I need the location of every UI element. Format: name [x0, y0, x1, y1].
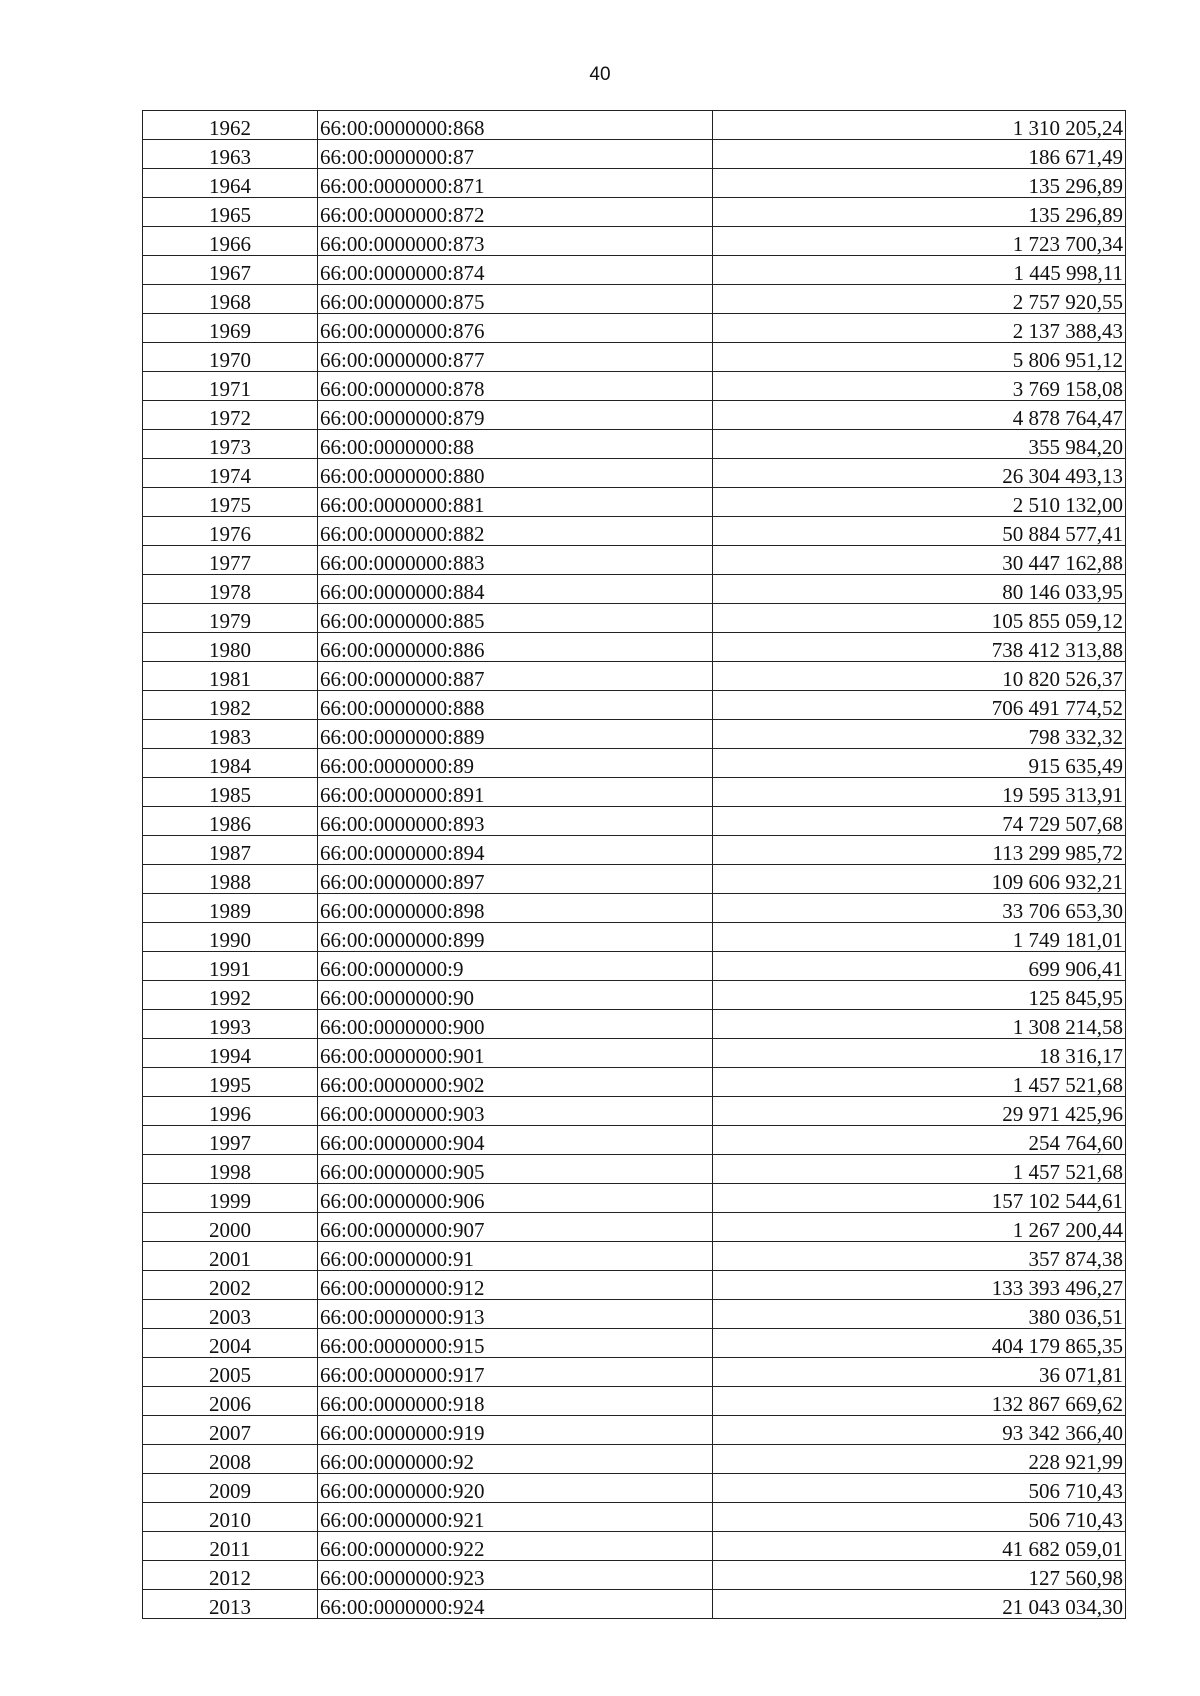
cadastral-value-cell: 36 071,81 [713, 1358, 1126, 1387]
row-number-cell: 1963 [143, 140, 318, 169]
table-row [143, 1416, 1126, 1445]
cadastral-number-cell: 66:00:0000000:917 [318, 1358, 713, 1387]
cadastral-value-cell: 1 445 998,11 [713, 256, 1126, 285]
table-row [143, 343, 1126, 372]
cadastral-value-cell: 30 447 162,88 [713, 546, 1126, 575]
cadastral-value-cell: 357 874,38 [713, 1242, 1126, 1271]
row-number-cell: 1985 [143, 778, 318, 807]
cadastral-number-cell: 66:00:0000000:881 [318, 488, 713, 517]
table-row [143, 1213, 1126, 1242]
cadastral-number-cell: 66:00:0000000:912 [318, 1271, 713, 1300]
table-row [143, 1184, 1126, 1213]
cadastral-number-cell: 66:00:0000000:91 [318, 1242, 713, 1271]
cadastral-value-cell: 125 845,95 [713, 981, 1126, 1010]
row-number-cell: 1965 [143, 198, 318, 227]
table-body [143, 111, 1126, 1619]
cadastral-value-cell: 506 710,43 [713, 1503, 1126, 1532]
cadastral-number-cell: 66:00:0000000:891 [318, 778, 713, 807]
row-number-cell: 1997 [143, 1126, 318, 1155]
cadastral-value-cell: 798 332,32 [713, 720, 1126, 749]
table-row [143, 1126, 1126, 1155]
row-number-cell: 1975 [143, 488, 318, 517]
cadastral-number-cell: 66:00:0000000:874 [318, 256, 713, 285]
table-row [143, 430, 1126, 459]
row-number-cell: 1967 [143, 256, 318, 285]
cadastral-value-cell: 254 764,60 [713, 1126, 1126, 1155]
cadastral-value-cell: 135 296,89 [713, 169, 1126, 198]
cadastral-number-cell: 66:00:0000000:878 [318, 372, 713, 401]
page-number: 40 [589, 64, 611, 85]
cadastral-number-cell: 66:00:0000000:921 [318, 1503, 713, 1532]
row-number-cell: 1980 [143, 633, 318, 662]
cadastral-value-cell: 3 769 158,08 [713, 372, 1126, 401]
table-row [143, 1010, 1126, 1039]
row-number-cell: 1970 [143, 343, 318, 372]
row-number-cell: 1993 [143, 1010, 318, 1039]
table-row [143, 1300, 1126, 1329]
row-number-cell: 1990 [143, 923, 318, 952]
table-row [143, 517, 1126, 546]
table-row [143, 1329, 1126, 1358]
cadastral-value-cell: 2 510 132,00 [713, 488, 1126, 517]
cadastral-number-cell: 66:00:0000000:92 [318, 1445, 713, 1474]
cadastral-number-cell: 66:00:0000000:88 [318, 430, 713, 459]
cadastral-value-cell: 706 491 774,52 [713, 691, 1126, 720]
cadastral-number-cell: 66:00:0000000:900 [318, 1010, 713, 1039]
row-number-cell: 2008 [143, 1445, 318, 1474]
row-number-cell: 2002 [143, 1271, 318, 1300]
cadastral-number-cell: 66:00:0000000:904 [318, 1126, 713, 1155]
table-row [143, 807, 1126, 836]
cadastral-number-cell: 66:00:0000000:871 [318, 169, 713, 198]
table-row [143, 372, 1126, 401]
cadastral-value-cell: 109 606 932,21 [713, 865, 1126, 894]
table-row [143, 1358, 1126, 1387]
cadastral-number-cell: 66:00:0000000:915 [318, 1329, 713, 1358]
row-number-cell: 2011 [143, 1532, 318, 1561]
cadastral-value-cell: 506 710,43 [713, 1474, 1126, 1503]
table-row [143, 169, 1126, 198]
table-row [143, 1474, 1126, 1503]
row-number-cell: 1971 [143, 372, 318, 401]
cadastral-value-cell: 132 867 669,62 [713, 1387, 1126, 1416]
cadastral-value-cell: 4 878 764,47 [713, 401, 1126, 430]
cadastral-number-cell: 66:00:0000000:885 [318, 604, 713, 633]
cadastral-number-cell: 66:00:0000000:89 [318, 749, 713, 778]
row-number-cell: 2010 [143, 1503, 318, 1532]
table-row [143, 1155, 1126, 1184]
cadastral-value-cell: 26 304 493,13 [713, 459, 1126, 488]
cadastral-number-cell: 66:00:0000000:87 [318, 140, 713, 169]
cadastral-number-cell: 66:00:0000000:887 [318, 662, 713, 691]
row-number-cell: 2003 [143, 1300, 318, 1329]
cadastral-value-cell: 380 036,51 [713, 1300, 1126, 1329]
cadastral-value-cell: 135 296,89 [713, 198, 1126, 227]
table-row [143, 575, 1126, 604]
cadastral-number-cell: 66:00:0000000:922 [318, 1532, 713, 1561]
table-row [143, 1242, 1126, 1271]
cadastral-number-cell: 66:00:0000000:873 [318, 227, 713, 256]
cadastral-value-cell: 74 729 507,68 [713, 807, 1126, 836]
table-row [143, 1097, 1126, 1126]
table-row [143, 256, 1126, 285]
row-number-cell: 1995 [143, 1068, 318, 1097]
cadastral-value-cell: 699 906,41 [713, 952, 1126, 981]
cadastral-value-cell: 1 457 521,68 [713, 1068, 1126, 1097]
cadastral-number-cell: 66:00:0000000:906 [318, 1184, 713, 1213]
table-row [143, 401, 1126, 430]
cadastral-number-cell: 66:00:0000000:923 [318, 1561, 713, 1590]
table-row [143, 778, 1126, 807]
row-number-cell: 1964 [143, 169, 318, 198]
cadastral-value-table [142, 110, 1126, 1619]
cadastral-value-cell: 29 971 425,96 [713, 1097, 1126, 1126]
row-number-cell: 1968 [143, 285, 318, 314]
cadastral-number-cell: 66:00:0000000:876 [318, 314, 713, 343]
cadastral-value-cell: 404 179 865,35 [713, 1329, 1126, 1358]
cadastral-value-cell: 5 806 951,12 [713, 343, 1126, 372]
cadastral-number-cell: 66:00:0000000:9 [318, 952, 713, 981]
row-number-cell: 2000 [143, 1213, 318, 1242]
table-row [143, 691, 1126, 720]
cadastral-number-cell: 66:00:0000000:898 [318, 894, 713, 923]
cadastral-number-cell: 66:00:0000000:875 [318, 285, 713, 314]
cadastral-value-cell: 915 635,49 [713, 749, 1126, 778]
cadastral-number-cell: 66:00:0000000:882 [318, 517, 713, 546]
row-number-cell: 1982 [143, 691, 318, 720]
row-number-cell: 1974 [143, 459, 318, 488]
cadastral-value-cell: 10 820 526,37 [713, 662, 1126, 691]
cadastral-number-cell: 66:00:0000000:913 [318, 1300, 713, 1329]
cadastral-value-cell: 1 267 200,44 [713, 1213, 1126, 1242]
table-row [143, 604, 1126, 633]
table-row [143, 459, 1126, 488]
row-number-cell: 1988 [143, 865, 318, 894]
table-row [143, 227, 1126, 256]
cadastral-number-cell: 66:00:0000000:872 [318, 198, 713, 227]
cadastral-number-cell: 66:00:0000000:884 [318, 575, 713, 604]
row-number-cell: 1969 [143, 314, 318, 343]
cadastral-value-cell: 41 682 059,01 [713, 1532, 1126, 1561]
table-row [143, 1445, 1126, 1474]
cadastral-number-cell: 66:00:0000000:899 [318, 923, 713, 952]
table-row [143, 1561, 1126, 1590]
cadastral-number-cell: 66:00:0000000:902 [318, 1068, 713, 1097]
cadastral-number-cell: 66:00:0000000:893 [318, 807, 713, 836]
row-number-cell: 2009 [143, 1474, 318, 1503]
row-number-cell: 1966 [143, 227, 318, 256]
cadastral-number-cell: 66:00:0000000:886 [318, 633, 713, 662]
table-row [143, 981, 1126, 1010]
cadastral-number-cell: 66:00:0000000:920 [318, 1474, 713, 1503]
row-number-cell: 1977 [143, 546, 318, 575]
row-number-cell: 1987 [143, 836, 318, 865]
table-row [143, 314, 1126, 343]
cadastral-value-cell: 186 671,49 [713, 140, 1126, 169]
row-number-cell: 2005 [143, 1358, 318, 1387]
row-number-cell: 2006 [143, 1387, 318, 1416]
cadastral-value-cell: 127 560,98 [713, 1561, 1126, 1590]
row-number-cell: 1992 [143, 981, 318, 1010]
row-number-cell: 1973 [143, 430, 318, 459]
cadastral-number-cell: 66:00:0000000:880 [318, 459, 713, 488]
table-row [143, 952, 1126, 981]
table-row [143, 111, 1126, 140]
cadastral-number-cell: 66:00:0000000:883 [318, 546, 713, 575]
cadastral-number-cell: 66:00:0000000:889 [318, 720, 713, 749]
table-row [143, 894, 1126, 923]
cadastral-number-cell: 66:00:0000000:879 [318, 401, 713, 430]
row-number-cell: 1999 [143, 1184, 318, 1213]
row-number-cell: 2007 [143, 1416, 318, 1445]
table-row [143, 720, 1126, 749]
cadastral-value-cell: 113 299 985,72 [713, 836, 1126, 865]
row-number-cell: 1989 [143, 894, 318, 923]
table-row [143, 285, 1126, 314]
row-number-cell: 1972 [143, 401, 318, 430]
table-row [143, 1271, 1126, 1300]
table-row [143, 662, 1126, 691]
row-number-cell: 1986 [143, 807, 318, 836]
row-number-cell: 1976 [143, 517, 318, 546]
row-number-cell: 2012 [143, 1561, 318, 1590]
row-number-cell: 1981 [143, 662, 318, 691]
table-row [143, 1068, 1126, 1097]
cadastral-number-cell: 66:00:0000000:901 [318, 1039, 713, 1068]
row-number-cell: 1979 [143, 604, 318, 633]
cadastral-value-cell: 157 102 544,61 [713, 1184, 1126, 1213]
cadastral-number-cell: 66:00:0000000:907 [318, 1213, 713, 1242]
row-number-cell: 1983 [143, 720, 318, 749]
table-row [143, 140, 1126, 169]
row-number-cell: 1984 [143, 749, 318, 778]
table-row [143, 1532, 1126, 1561]
table-row [143, 633, 1126, 662]
cadastral-number-cell: 66:00:0000000:897 [318, 865, 713, 894]
cadastral-value-cell: 1 457 521,68 [713, 1155, 1126, 1184]
cadastral-number-cell: 66:00:0000000:888 [318, 691, 713, 720]
cadastral-value-cell: 80 146 033,95 [713, 575, 1126, 604]
cadastral-number-cell: 66:00:0000000:919 [318, 1416, 713, 1445]
row-number-cell: 2001 [143, 1242, 318, 1271]
cadastral-value-cell: 355 984,20 [713, 430, 1126, 459]
table-row [143, 1503, 1126, 1532]
cadastral-number-cell: 66:00:0000000:903 [318, 1097, 713, 1126]
cadastral-value-cell: 105 855 059,12 [713, 604, 1126, 633]
cadastral-value-cell: 21 043 034,30 [713, 1590, 1126, 1619]
table-row [143, 1590, 1126, 1619]
cadastral-value-cell: 93 342 366,40 [713, 1416, 1126, 1445]
row-number-cell: 1998 [143, 1155, 318, 1184]
table-row [143, 488, 1126, 517]
cadastral-number-cell: 66:00:0000000:894 [318, 836, 713, 865]
table-row [143, 198, 1126, 227]
table-row [143, 749, 1126, 778]
cadastral-value-cell: 133 393 496,27 [713, 1271, 1126, 1300]
table-row [143, 865, 1126, 894]
cadastral-value-cell: 2 137 388,43 [713, 314, 1126, 343]
cadastral-value-cell: 1 310 205,24 [713, 111, 1126, 140]
row-number-cell: 1996 [143, 1097, 318, 1126]
row-number-cell: 1978 [143, 575, 318, 604]
cadastral-number-cell: 66:00:0000000:905 [318, 1155, 713, 1184]
row-number-cell: 1994 [143, 1039, 318, 1068]
cadastral-number-cell: 66:00:0000000:90 [318, 981, 713, 1010]
table-row [143, 1387, 1126, 1416]
table-row [143, 1039, 1126, 1068]
table-row [143, 836, 1126, 865]
cadastral-value-cell: 2 757 920,55 [713, 285, 1126, 314]
cadastral-number-cell: 66:00:0000000:877 [318, 343, 713, 372]
cadastral-value-cell: 228 921,99 [713, 1445, 1126, 1474]
cadastral-value-cell: 1 308 214,58 [713, 1010, 1126, 1039]
cadastral-number-cell: 66:00:0000000:924 [318, 1590, 713, 1619]
cadastral-value-cell: 19 595 313,91 [713, 778, 1126, 807]
table-row [143, 546, 1126, 575]
row-number-cell: 1991 [143, 952, 318, 981]
cadastral-value-cell: 738 412 313,88 [713, 633, 1126, 662]
row-number-cell: 1962 [143, 111, 318, 140]
cadastral-value-cell: 50 884 577,41 [713, 517, 1126, 546]
table-row [143, 923, 1126, 952]
cadastral-number-cell: 66:00:0000000:868 [318, 111, 713, 140]
cadastral-value-cell: 33 706 653,30 [713, 894, 1126, 923]
row-number-cell: 2013 [143, 1590, 318, 1619]
cadastral-value-cell: 1 723 700,34 [713, 227, 1126, 256]
cadastral-value-cell: 1 749 181,01 [713, 923, 1126, 952]
row-number-cell: 2004 [143, 1329, 318, 1358]
cadastral-value-cell: 18 316,17 [713, 1039, 1126, 1068]
cadastral-number-cell: 66:00:0000000:918 [318, 1387, 713, 1416]
